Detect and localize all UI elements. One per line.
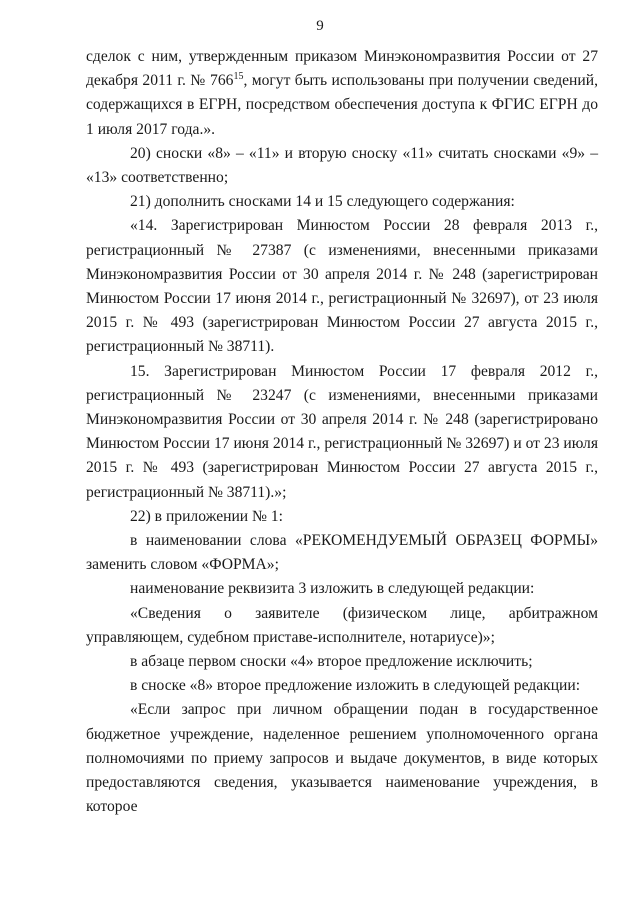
paragraph-footnote-4: в абзаце первом сноски «4» второе предложение исключить;	[130, 653, 533, 671]
paragraph-text: , могут быть использованы при получении сведений, содержащихся в ЕГРН, посредством обеспечения доступа к ФГИС ЕГРН до 1 июля 2017 года.».	[86, 72, 598, 138]
footnote-reference: 15	[233, 71, 244, 83]
footnote-14-text: «14. Зарегистрирован Минюстом России 28 февраля 2013 г., регистрационный № 27387 (с изменениями, внесенными приказами Минэкономразвития России от 30 апреля 2014 г. № 248 (зарегистрирован Минюстом России 17 июня 2014 г., регистрационный № 32697), от 23 июля 2015 г. № 493 (зарегистрирован Минюстом России 27 августа 2015 г., регистрационный № 38711).	[86, 217, 598, 356]
paragraph-item-21: 21) дополнить сносками 14 и 15 следующего содержания:	[130, 193, 515, 211]
paragraph-text: сделок с ним, утвержденным приказом Минэкономразвития России от 27 декабря 2011 г. № 766	[86, 48, 598, 90]
footnote-15-text: 15. Зарегистрирован Минюстом России 17 февраля 2012 г., регистрационный № 23247 (с изменениями, внесенными приказами Минэкономразвития России от 30 апреля 2014 г. № 248 (зарегистрировано Минюстом России 17 июня 2014 г., регистрационный № 32697) и от 23 июля 2015 г. № 493 (зарегистрирован Минюстом России 27 августа 2015 г., регистрационный № 38711).»;	[86, 362, 598, 501]
page-number: 9	[316, 18, 324, 34]
paragraph-personal-request: «Если запрос при личном обращении подан в государственное бюджетное учреждение, наделенное решением уполномоченного органа полномочиями по приему запросов и выдаче документов, в виде которых предоставляются сведения, указывается наименование учреждения, в которое	[86, 701, 598, 816]
document-body	[86, 45, 598, 820]
paragraph-item-20: 20) сноски «8» – «11» и вторую сноску «11» считать сносками «9» – «13» соответственно;	[86, 144, 598, 187]
paragraph-title-change: в наименовании слова «РЕКОМЕНДУЕМЫЙ ОБРАЗЕЦ ФОРМЫ» заменить словом «ФОРМА»;	[86, 532, 598, 574]
paragraph-continuation-fgis	[86, 45, 598, 142]
paragraph-applicant-info: «Сведения о заявителе (физическом лице, арбитражном управляющем, судебном приставе-исполнителе, нотариусе)»;	[86, 604, 598, 646]
paragraph-item-22: 22) в приложении № 1:	[130, 507, 283, 525]
paragraph-footnote-8: в сноске «8» второе предложение изложить в следующей редакции:	[130, 677, 581, 695]
paragraph-requisite-3: наименование реквизита 3 изложить в следующей редакции:	[130, 580, 535, 598]
